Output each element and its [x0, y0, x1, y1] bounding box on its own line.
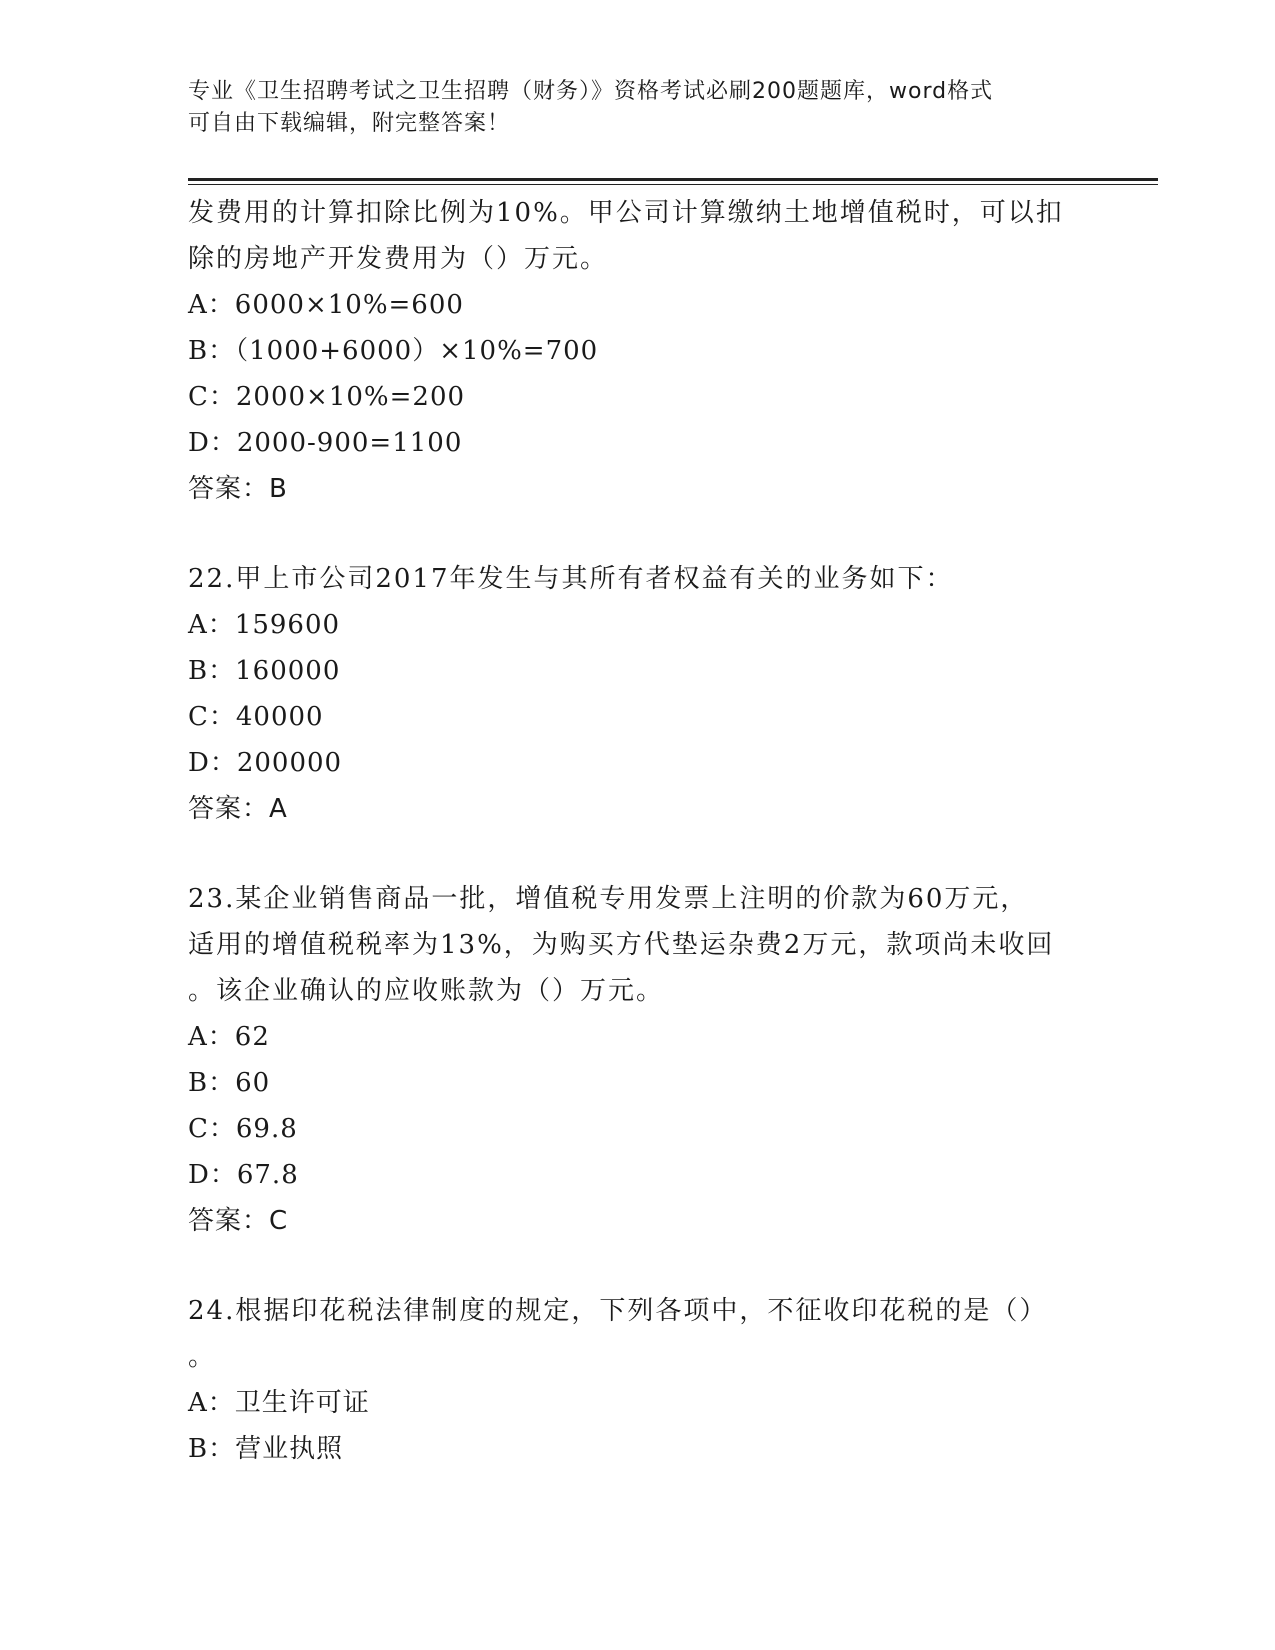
- header-divider-thick: [188, 178, 1158, 181]
- question-text: 发费用的计算扣除比例为10%。甲公司计算缴纳土地增值税时，可以扣: [188, 198, 1064, 228]
- question-21: [188, 190, 1088, 512]
- option-c: C：2000×10%=200: [188, 382, 466, 412]
- question-text: 。该企业确认的应收账款为（）万元。: [188, 976, 665, 1006]
- option-b: B：160000: [188, 656, 341, 686]
- option-c: C：40000: [188, 702, 324, 732]
- header-divider-thin: [188, 184, 1158, 185]
- option-a: A：卫生许可证: [188, 1388, 370, 1418]
- option-d: D：2000-900=1100: [188, 428, 463, 458]
- header-line-2: 可自由下载编辑，附完整答案！: [188, 111, 511, 136]
- answer: 答案：C: [188, 1206, 289, 1236]
- question-23: [188, 876, 1088, 1244]
- question-list: [188, 190, 1088, 1472]
- document-header: [188, 76, 1088, 140]
- option-a: A：159600: [188, 610, 341, 640]
- question-text: 除的房地产开发费用为（）万元。: [188, 244, 609, 274]
- option-d: D：200000: [188, 748, 343, 778]
- question-text: 24.根据印花税法律制度的规定，下列各项中，不征收印花税的是（）: [188, 1296, 1048, 1326]
- question-text: 23.某企业销售商品一批，增值税专用发票上注明的价款为60万元，: [188, 884, 1029, 914]
- header-line-1: 专业《卫生招聘考试之卫生招聘（财务）》资格考试必刷200题题库，word格式: [188, 79, 994, 104]
- option-a: A：62: [188, 1022, 270, 1052]
- option-c: C：69.8: [188, 1114, 298, 1144]
- option-a: A：6000×10%=600: [188, 290, 464, 320]
- question-24: [188, 1288, 1088, 1472]
- question-text: 22.甲上市公司2017年发生与其所有者权益有关的业务如下：: [188, 564, 954, 594]
- option-b: B：（1000+6000）×10%=700: [188, 336, 599, 366]
- option-d: D：67.8: [188, 1160, 299, 1190]
- option-b: B：60: [188, 1068, 271, 1098]
- answer: 答案：A: [188, 794, 288, 824]
- question-text: 。: [188, 1342, 217, 1372]
- answer: 答案：B: [188, 474, 288, 504]
- question-text: 适用的增值税税率为13%，为购买方代垫运杂费2万元，款项尚未收回: [188, 930, 1055, 960]
- option-b: B：营业执照: [188, 1434, 344, 1464]
- question-22: [188, 556, 1088, 832]
